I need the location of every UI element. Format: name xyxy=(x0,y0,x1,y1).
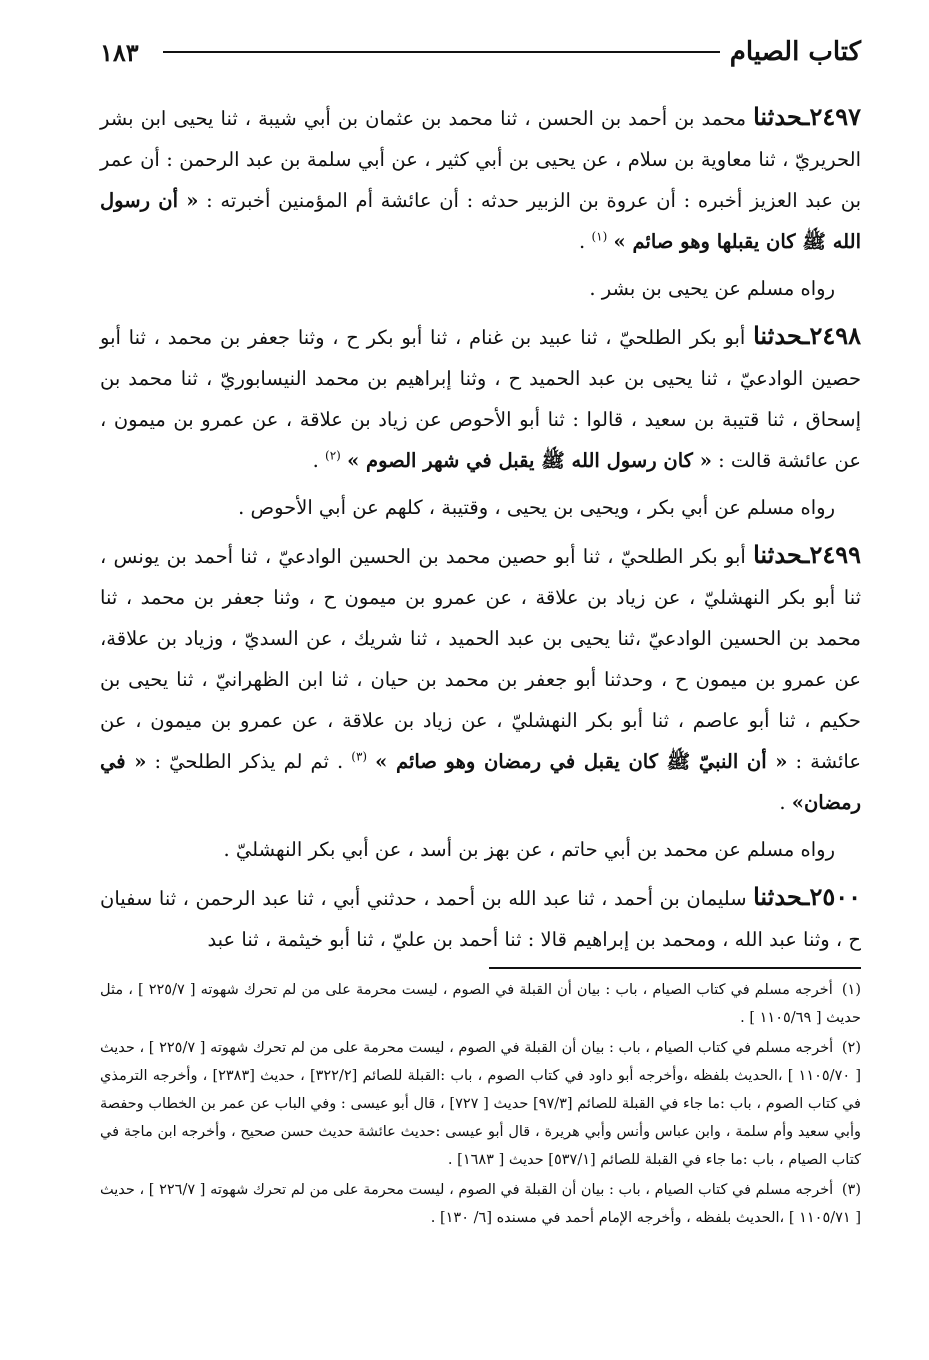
riwaya-note: رواه مسلم عن محمد بن أبي حاتم ، عن بهز بن أسد ، عن أبي بكر النهشليّ . xyxy=(223,838,835,861)
running-title: كتاب الصيام xyxy=(729,37,861,67)
hadith-entry: ٢٥٠٠ـحدثنا سليمان بن أحمد ، ثنا عبد الله بن أحمد ، حدثني أبي ، ثنا عبد الرحمن ، ثنا سفيان ح ، وثنا عبد الله ، ومحمد بن إبراهيم قالا : ثنا أحمد بن عليّ ، ثنا أبو خيثمة ، ثنا عبد xyxy=(100,882,861,951)
footnote-number: (١) xyxy=(841,982,861,998)
riwaya-note: رواه مسلم عن يحيى بن بشر . xyxy=(589,277,835,300)
hadith-matn: « كان رسول الله ﷺ يقبل في شهر الصوم » xyxy=(347,449,712,472)
footnote-number: (٣) xyxy=(841,1182,861,1198)
hadith-number: ٢٤٩٧ xyxy=(809,102,861,131)
footnote-number: (٢) xyxy=(841,1040,861,1056)
sentence-end: . xyxy=(312,449,319,472)
footnote-text: أخرجه مسلم في كتاب الصيام ، باب : بيان أن القبلة في الصوم ، ليست محرمة على من لم تحرك شهوته [ ٢٢٥/٧ ] ، مثل حديث [ ١١٠٥/٦٩ ] . xyxy=(100,982,861,1026)
hadith-number: ٢٤٩٨ xyxy=(809,321,861,350)
main-text xyxy=(100,96,861,960)
hadith-number: ٢٤٩٩ xyxy=(809,540,861,569)
hadith-comment: . ثم لم يذكر الطلحيّ : xyxy=(154,750,344,773)
footnote xyxy=(100,1176,861,1232)
hadith-entry: ٢٤٩٩ـحدثنا أبو بكر الطلحيّ ، ثنا أبو حصين محمد بن الحسين الوادعيّ ، ثنا أحمد بن يونس ، ثنا أبو بكر النهشليّ ، عن زياد بن علاقة ، عن عمرو بن ميمون ح ، وثنا جعفر بن محمد ، ثنا محمد بن الحسين الوادعيّ ،ثنا يحيى بن عبد الحميد ، ثنا شريك ، عن السديّ ، وزياد بن علاقة، عن عمرو بن ميمون ح ، وحدثنا أبو جعفر بن محمد بن حيان ، ثنا ابن الظهرانيّ ، ثنا يحيى بن حكيم ، ثنا أبو عاصم ، ثنا أبو بكر النهشليّ ، عن زياد بن علاقة ، عن عمرو بن ميمون ، عن عائشة : « أن النبيّ ﷺ كان يقبل في رمضان وهو صائم » $^{(٣)}$ . ثم لم يذكر الطلحيّ : « في رمضان» . xyxy=(100,540,862,814)
footnote-reference[interactable]: (٣) xyxy=(351,749,368,764)
riwaya-note: رواه مسلم عن أبي بكر ، ويحيى بن يحيى ، وقتيبة ، كلهم عن أبي الأحوص . xyxy=(238,496,835,519)
page-number: ١٨٣ xyxy=(100,37,139,67)
footnote xyxy=(100,1034,861,1174)
hadith-entry: ٢٤٩٨ـحدثنا أبو بكر الطلحيّ ، ثنا عبيد بن غنام ، ثنا أبو بكر ح ، وثنا جعفر بن محمد ، ثنا أبو حصين الوادعيّ ، ثنا يحيى بن عبد الحميد ح ، وثنا إبراهيم بن محمد النيسابوريّ ، ثنا محمد بن إسحاق ، ثنا قتيبة بن سعيد ، قالوا : ثنا أبو الأحوص عن زياد بن علاقة ، عن عمرو بن ميمون ، عن عائشة قالت : « كان رسول الله ﷺ يقبل في شهر الصوم » $^{(٢)}$ . xyxy=(100,321,861,472)
hadith-isnad: أبو بكر الطلحيّ ، ثنا عبيد بن غنام ، ثنا أبو بكر ح ، وثنا جعفر بن محمد ، ثنا أبو حصين الوادعيّ ، ثنا يحيى بن عبد الحميد ح ، وثنا إبراهيم بن محمد النيسابوريّ ، ثنا محمد بن إسحاق ، ثنا قتيبة بن سعيد ، قالوا : ثنا أبو الأحوص عن زياد بن علاقة ، عن عمرو بن ميمون ، عن عائشة قالت : xyxy=(100,326,861,472)
page-header xyxy=(100,30,861,74)
footnote xyxy=(100,976,861,1032)
hadith-matn: « أن النبيّ ﷺ كان يقبل في رمضان وهو صائم » xyxy=(375,750,788,773)
footnote-text: أخرجه مسلم في كتاب الصيام ، باب : بيان أن القبلة في الصوم ، ليست محرمة على من لم تحرك شهوته [ ٢٢٦/٧ ] ، حديث [ ١١٠٥/٧١ ] ،الحديث بلفظه ، وأخرجه الإمام أحمد في مسنده [٦/ ١٣٠] . xyxy=(100,1182,861,1226)
footnote-text: أخرجه مسلم في كتاب الصيام ، باب : بيان أن القبلة في الصوم ، ليست محرمة على من لم تحرك شهوته [ ٢٢٥/٧ ] ، حديث [ ١١٠٥/٧٠ ] ،الحديث بلفظه ،وأخرجه أبو داود في كتاب الصوم ، باب :القبلة للصائم [٣٢٢/٢] ، حديث [٢٣٨٣] ، وأخرجه الترمذي في كتاب الصوم ، باب :ما جاء في القبلة للصائم [٩٧/٣] حديث [ ٧٢٧] ، قال أبو عيسى : وفي الباب عن عمر بن الخطاب وحفصة وأبي سعيد وأم سلمة ، وابن عباس وأنس وأبي هريرة ، قال أبو عيسى :حديث عائشة حديث حسن صحيح ، وأخرجه ابن ماجة في كتاب الصيام ، باب :ما جاء في القبلة للصائم [٥٣٧/١] حديث [ ١٦٨٣] . xyxy=(100,1040,861,1168)
footnotes xyxy=(100,976,861,1234)
haddathana-word: حدثنا xyxy=(753,540,803,569)
hadith-isnad: سليمان بن أحمد ، ثنا عبد الله بن أحمد ، حدثني أبي ، ثنا عبد الرحمن ، ثنا سفيان ح ، وثنا عبد الله ، ومحمد بن إبراهيم قالا : ثنا أحمد بن عليّ ، ثنا أبو خيثمة ، ثنا عبد xyxy=(100,887,861,951)
sentence-end: . xyxy=(579,230,586,253)
hadith-matn: « أن رسول الله ﷺ كان يقبلها وهو صائم » xyxy=(100,189,861,253)
haddathana-word: حدثنا xyxy=(753,102,803,131)
hadith-comment-quote: « في رمضان» xyxy=(100,750,861,814)
footnote-reference[interactable]: (١) xyxy=(591,229,608,244)
haddathana-word: حدثنا xyxy=(753,882,803,911)
hadith-number: ٢٥٠٠ xyxy=(809,882,861,911)
haddathana-word: حدثنا xyxy=(753,321,803,350)
hadith-isnad: محمد بن أحمد بن الحسن ، ثنا محمد بن عثمان بن أبي شيبة ، ثنا يحيى ابن بشر الحريريّ ، ثنا معاوية بن سلام ، عن يحيى بن أبي كثير ، عن أبي سلمة بن عبد الرحمن : أن عمر بن عبد العزيز أخبره : أن عروة بن الزبير حدثه : أن عائشة أم المؤمنين أخبرته : xyxy=(100,107,861,212)
hadith-entry: ٢٤٩٧ـحدثنا محمد بن أحمد بن الحسن ، ثنا محمد بن عثمان بن أبي شيبة ، ثنا يحيى ابن بشر الحريريّ ، ثنا معاوية بن سلام ، عن يحيى بن أبي كثير ، عن أبي سلمة بن عبد الرحمن : أن عمر بن عبد العزيز أخبره : أن عروة بن الزبير حدثه : أن عائشة أم المؤمنين أخبرته : « أن رسول الله ﷺ كان يقبلها وهو صائم » $^{(١)}$ . xyxy=(100,102,861,253)
footnote-separator xyxy=(489,967,861,969)
header-rule xyxy=(163,51,720,53)
sentence-end: . xyxy=(779,791,786,814)
hadith-isnad: أبو بكر الطلحيّ ، ثنا أبو حصين محمد بن الحسين الوادعيّ ، ثنا أحمد بن يونس ، ثنا أبو بكر النهشليّ ، عن زياد بن علاقة ، عن عمرو بن ميمون ح ، وثنا جعفر بن محمد ، ثنا محمد بن الحسين الوادعيّ ،ثنا يحيى بن عبد الحميد ، ثنا شريك ، عن السديّ ، وزياد بن علاقة، عن عمرو بن ميمون ح ، وحدثنا أبو جعفر بن محمد بن حيان ، ثنا ابن الظهرانيّ ، ثنا يحيى بن حكيم ، ثنا أبو عاصم ، ثنا أبو بكر النهشليّ ، عن زياد بن علاقة ، عن عمرو بن ميمون ، عن عائشة : xyxy=(100,545,862,773)
footnote-reference[interactable]: (٢) xyxy=(325,448,341,463)
